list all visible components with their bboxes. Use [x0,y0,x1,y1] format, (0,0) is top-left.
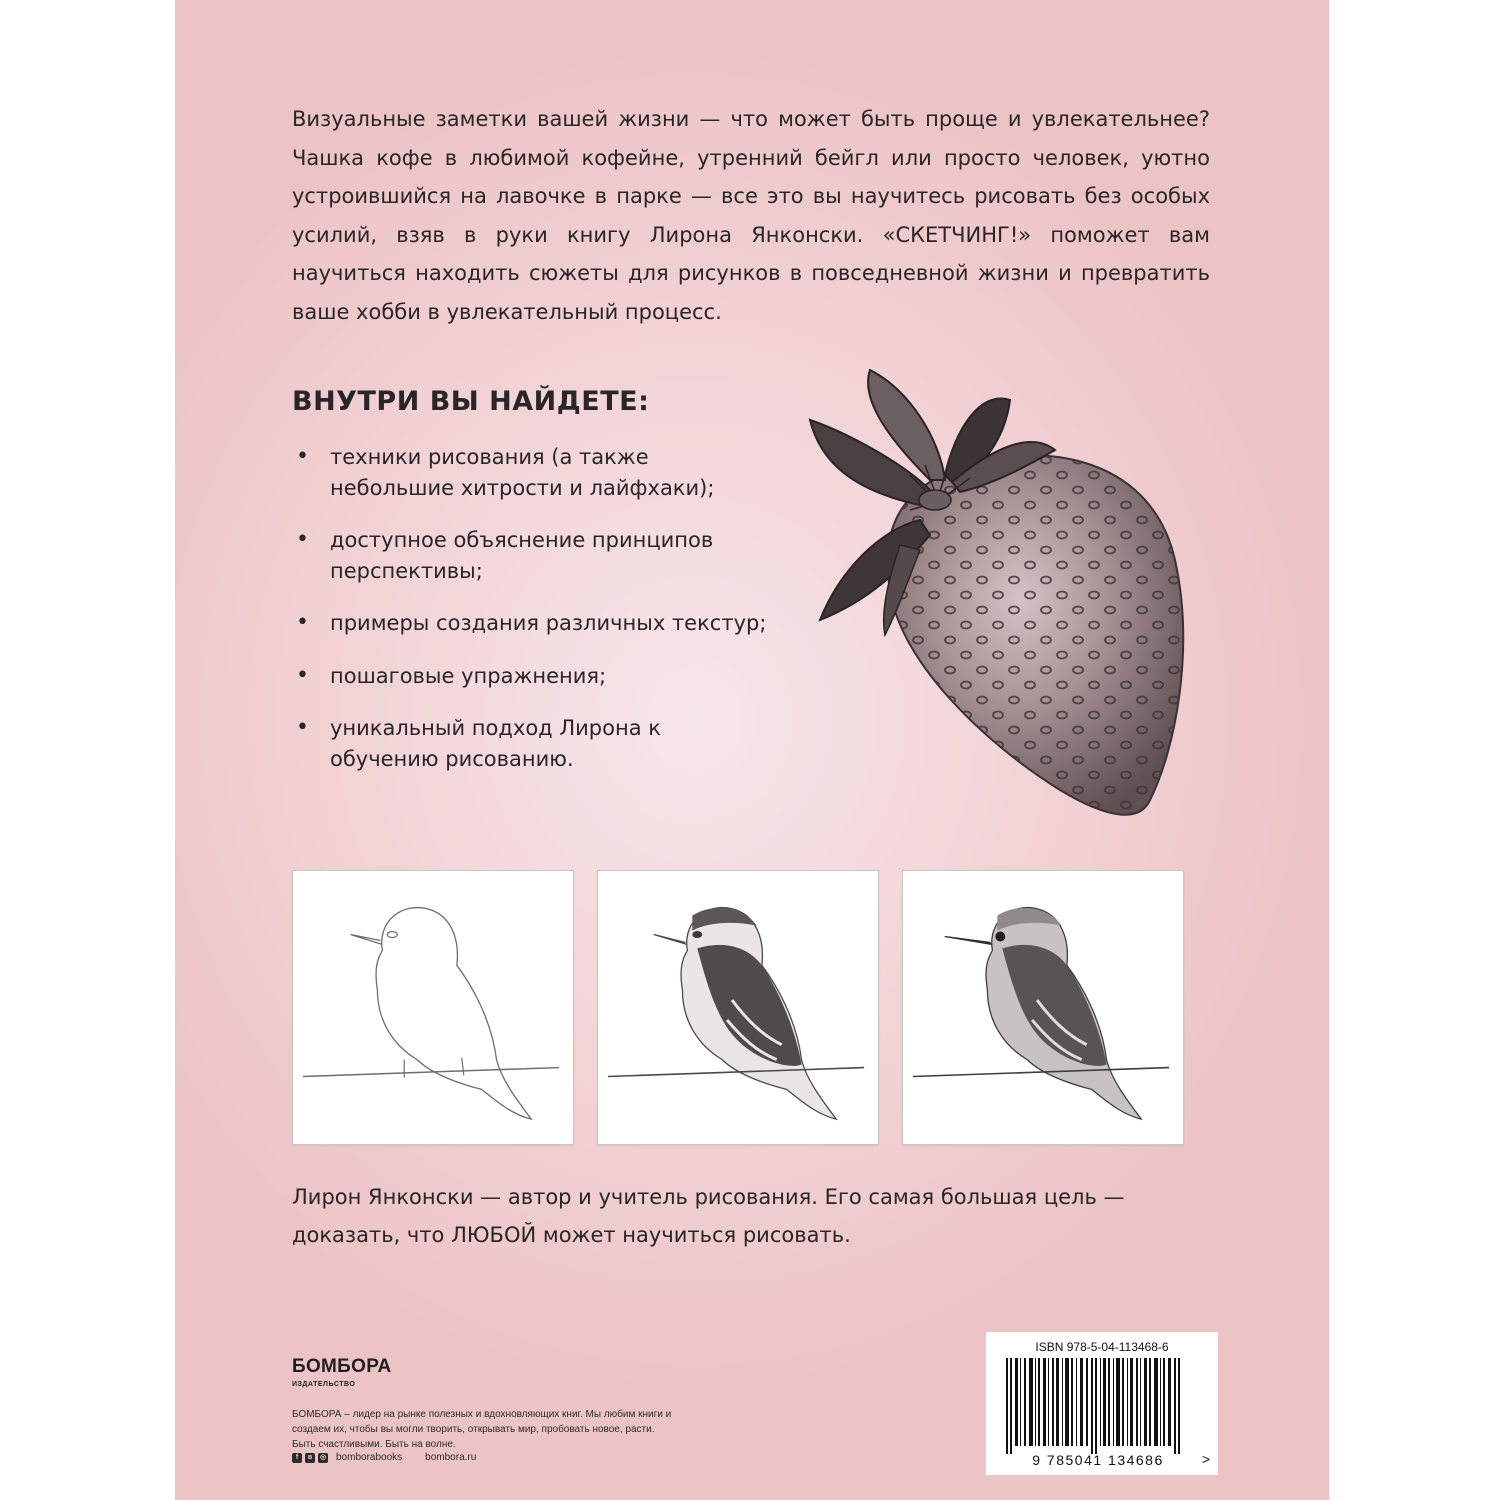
feature-item: • техники рисования (а также небольшие хитрости и лайфхаки); [292,442,772,503]
publisher-logo: БОМБОРА [292,1356,392,1377]
bird-sketch-step-2 [597,870,879,1145]
facebook-icon[interactable]: f [292,1453,302,1463]
barcode-end-marker: > [1201,1451,1210,1467]
publisher-logo-subtitle: ИЗДАТЕЛЬСТВО [292,1381,356,1388]
intro-paragraph: Визуальные заметки вашей жизни — что может быть проще и увлекательнее? Чашка кофе в любимой кофейне, утренний бейгл или просто человек, уютно устроившийся на лавочке в парке — все это вы научитесь рисовать без особых усилий, взяв в руки книгу Лирона Янконски. «СКЕТЧИНГ!» поможет вам научиться находить сюжеты для рисунков в повседневной жизни и превратить ваше хобби в увлекательный процесс. [292,107,1210,324]
isbn-number: ISBN 978-5-04-113468-6 [1035,1340,1169,1354]
bird-sketch-step-1 [292,870,574,1145]
feature-item: • уникальный подход Лирона к обучению рисованию. [292,713,772,774]
bird-sketch-step-3 [902,870,1184,1145]
publisher-website-link[interactable]: bombora.ru [425,1452,477,1463]
publisher-description: БОМБОРА – лидер на рынке полезных и вдохновляющих книг. Мы любим книги и создаем их, чтобы вы могли творить, открывать мир, пробовать новое, расти. Быть счастливыми. Быть на волне. [292,1409,672,1450]
feature-item: • пошаговые упражнения; [292,661,772,692]
vk-icon[interactable]: в [305,1453,315,1463]
isbn-barcode-block [986,1332,1218,1475]
features-heading: ВНУТРИ ВЫ НАЙДЕТЕ: [292,386,650,417]
instagram-icon[interactable]: ◎ [319,1453,327,1461]
publisher-social-links [292,1452,476,1463]
strawberry-sketch-illustration [780,360,1210,830]
barcode-image [998,1358,1188,1454]
feature-item: • доступное объяснение принципов перспективы; [292,525,772,586]
features-list [292,442,772,796]
author-bio: Лирон Янконски — автор и учитель рисования. Его самая большая цель — доказать, что ЛЮБОЙ может научиться рисовать. [292,1185,1125,1247]
barcode-digits: 9 785041 134686 [1032,1452,1164,1468]
social-handle[interactable]: bomborabooks [336,1452,403,1463]
feature-item: • примеры создания различных текстур; [292,608,772,639]
